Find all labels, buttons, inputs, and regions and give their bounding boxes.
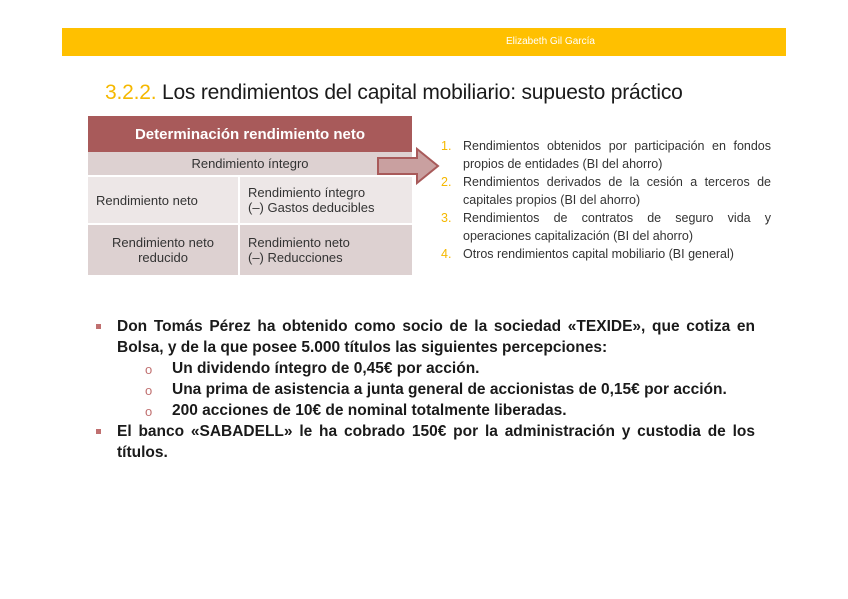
list-item — [441, 245, 771, 263]
bullet-text: Don Tomás Pérez ha obtenido como socio de la sociedad «TEXIDE», que cotiza en Bolsa, y de la que posee 5.000 títulos las siguientes percepciones: — [117, 318, 755, 356]
case-statement — [95, 316, 755, 463]
item-text: Otros rendimientos capital mobiliario (BI general) — [463, 247, 734, 261]
header-bar — [62, 28, 786, 56]
formula-line: (–) Gastos deducibles — [248, 200, 375, 215]
sub-text: Una prima de asistencia a junta general de accionistas de 0,15€ por acción. — [172, 381, 727, 398]
yield-types-list — [441, 137, 771, 263]
sub-item — [95, 400, 755, 421]
bullet-item — [95, 316, 755, 358]
list-item — [441, 173, 771, 209]
item-number: 1. — [441, 139, 452, 153]
square-bullet-icon — [96, 324, 101, 329]
table-header: Determinación rendimiento neto — [88, 116, 412, 152]
label-line: reducido — [138, 250, 188, 265]
circle-bullet-icon: o — [145, 362, 153, 377]
row-label — [88, 224, 239, 275]
formula-line: Rendimiento neto — [248, 235, 350, 250]
formula-line: Rendimiento íntegro — [248, 185, 366, 200]
slide-title — [105, 81, 683, 105]
list-item — [441, 137, 771, 173]
list-item — [441, 209, 771, 245]
square-bullet-icon — [96, 429, 101, 434]
circle-bullet-icon: o — [145, 404, 153, 419]
sub-item — [95, 379, 755, 400]
item-number: 2. — [441, 175, 452, 189]
sub-item — [95, 358, 755, 379]
table-row — [88, 176, 412, 224]
item-number: 3. — [441, 211, 452, 225]
formula-line: (–) Reducciones — [248, 250, 343, 265]
table-row-gross: Rendimiento íntegro — [88, 152, 412, 176]
title-number: 3.2.2. — [105, 81, 157, 104]
net-yield-table — [88, 116, 412, 275]
bullet-text: El banco «SABADELL» le ha cobrado 150€ por la administración y custodia de los títulos. — [117, 423, 755, 461]
item-number: 4. — [441, 247, 452, 261]
bullet-item — [95, 421, 755, 463]
circle-bullet-icon: o — [145, 383, 153, 398]
title-text: Los rendimientos del capital mobiliario: supuesto práctico — [156, 81, 683, 104]
sub-text: 200 acciones de 10€ de nominal totalmente liberadas. — [172, 402, 567, 419]
item-text: Rendimientos de contratos de seguro vida y operaciones capitalización (BI del ahorro) — [463, 211, 771, 243]
row-formula — [239, 224, 412, 275]
sub-text: Un dividendo íntegro de 0,45€ por acción. — [172, 360, 480, 377]
label-line: Rendimiento neto — [112, 235, 214, 250]
right-arrow-icon — [377, 146, 441, 186]
row-label: Rendimiento neto — [88, 176, 239, 224]
item-text: Rendimientos derivados de la cesión a terceros de capitales propios (BI del ahorro) — [463, 175, 771, 207]
item-text: Rendimientos obtenidos por participación en fondos propios de entidades (BI del ahorro) — [463, 139, 771, 171]
table-row — [88, 224, 412, 275]
author-name: Elizabeth Gil García — [506, 36, 595, 47]
